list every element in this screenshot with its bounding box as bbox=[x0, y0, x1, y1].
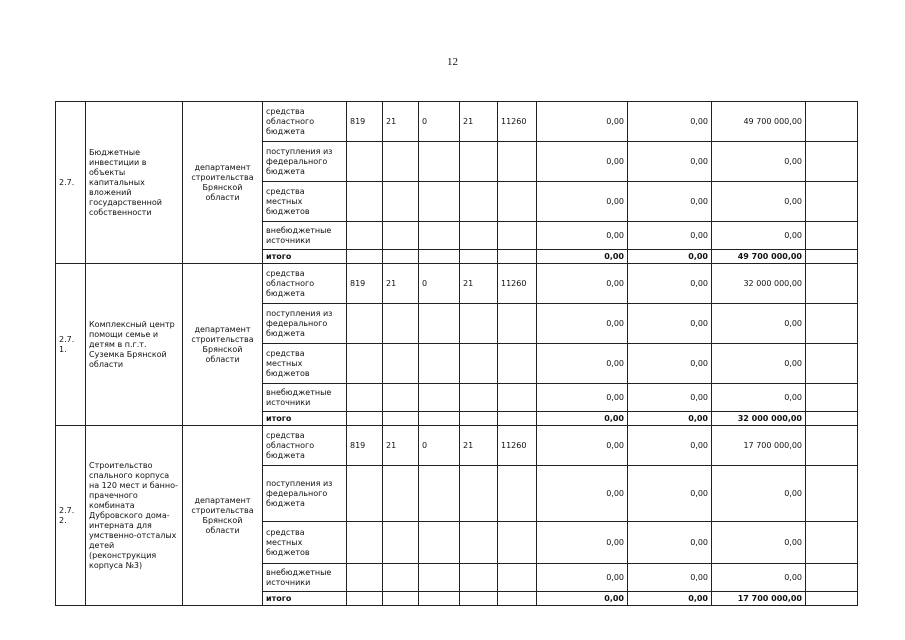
executor: департамент строительства Брянской области bbox=[183, 426, 263, 606]
code-pr bbox=[419, 142, 460, 182]
empty-cell bbox=[806, 250, 858, 264]
code-rz bbox=[383, 304, 419, 344]
page-number: 12 bbox=[447, 56, 458, 68]
code-vr bbox=[498, 222, 537, 250]
amount-year-2: 0,00 bbox=[628, 222, 712, 250]
empty-cell bbox=[806, 466, 858, 522]
code-vr bbox=[498, 412, 537, 426]
code-rz bbox=[383, 564, 419, 592]
empty-cell bbox=[806, 384, 858, 412]
amount-year-3: 17 700 000,00 bbox=[712, 592, 806, 606]
code-pr bbox=[419, 592, 460, 606]
code-pr bbox=[419, 384, 460, 412]
code-pr bbox=[419, 344, 460, 384]
empty-cell bbox=[806, 102, 858, 142]
code-csr bbox=[460, 522, 498, 564]
item-name: Бюджетные инвестиции в объекты капитальных вложений государственной собственности bbox=[86, 102, 183, 264]
amount-year-3: 0,00 bbox=[712, 466, 806, 522]
empty-cell bbox=[806, 564, 858, 592]
empty-cell bbox=[806, 426, 858, 466]
amount-year-2: 0,00 bbox=[628, 344, 712, 384]
code-vr bbox=[498, 522, 537, 564]
amount-year-3: 0,00 bbox=[712, 222, 806, 250]
amount-year-2: 0,00 bbox=[628, 182, 712, 222]
code-grbs bbox=[347, 466, 383, 522]
amount-year-1: 0,00 bbox=[537, 222, 628, 250]
code-rz bbox=[383, 222, 419, 250]
code-vr bbox=[498, 142, 537, 182]
amount-year-3: 0,00 bbox=[712, 344, 806, 384]
amount-year-1: 0,00 bbox=[537, 592, 628, 606]
code-rz bbox=[383, 344, 419, 384]
code-grbs bbox=[347, 304, 383, 344]
funding-source: итого bbox=[263, 412, 347, 426]
code-vr bbox=[498, 564, 537, 592]
code-pr bbox=[419, 304, 460, 344]
item-index: 2.7. 2. bbox=[56, 426, 86, 606]
code-csr: 21 bbox=[460, 264, 498, 304]
code-rz bbox=[383, 412, 419, 426]
code-vr bbox=[498, 384, 537, 412]
code-grbs bbox=[347, 344, 383, 384]
amount-year-1: 0,00 bbox=[537, 304, 628, 344]
code-vr bbox=[498, 344, 537, 384]
amount-year-2: 0,00 bbox=[628, 466, 712, 522]
item-name: Комплексный центр помощи семье и детям в п.г.т. Суземка Брянской области bbox=[86, 264, 183, 426]
code-grbs bbox=[347, 222, 383, 250]
amount-year-2: 0,00 bbox=[628, 522, 712, 564]
amount-year-2: 0,00 bbox=[628, 564, 712, 592]
amount-year-1: 0,00 bbox=[537, 102, 628, 142]
funding-source: внебюджетные источники bbox=[263, 384, 347, 412]
code-csr bbox=[460, 592, 498, 606]
code-rz bbox=[383, 384, 419, 412]
code-rz bbox=[383, 592, 419, 606]
funding-source: средства местных бюджетов bbox=[263, 182, 347, 222]
code-vr bbox=[498, 466, 537, 522]
code-grbs bbox=[347, 522, 383, 564]
code-vr bbox=[498, 592, 537, 606]
empty-cell bbox=[806, 412, 858, 426]
amount-year-1: 0,00 bbox=[537, 564, 628, 592]
amount-year-1: 0,00 bbox=[537, 250, 628, 264]
amount-year-2: 0,00 bbox=[628, 304, 712, 344]
code-vr bbox=[498, 182, 537, 222]
code-grbs: 819 bbox=[347, 264, 383, 304]
amount-year-1: 0,00 bbox=[537, 142, 628, 182]
code-csr: 21 bbox=[460, 102, 498, 142]
empty-cell bbox=[806, 222, 858, 250]
code-csr: 21 bbox=[460, 426, 498, 466]
code-csr bbox=[460, 250, 498, 264]
code-grbs bbox=[347, 564, 383, 592]
code-pr bbox=[419, 222, 460, 250]
amount-year-2: 0,00 bbox=[628, 412, 712, 426]
code-pr: 0 bbox=[419, 264, 460, 304]
code-csr bbox=[460, 466, 498, 522]
funding-source: внебюджетные источники bbox=[263, 564, 347, 592]
code-rz: 21 bbox=[383, 264, 419, 304]
code-csr bbox=[460, 412, 498, 426]
code-rz: 21 bbox=[383, 102, 419, 142]
amount-year-3: 49 700 000,00 bbox=[712, 250, 806, 264]
executor: департамент строительства Брянской области bbox=[183, 264, 263, 426]
amount-year-3: 0,00 bbox=[712, 304, 806, 344]
code-pr bbox=[419, 522, 460, 564]
funding-source: средства областного бюджета bbox=[263, 102, 347, 142]
funding-source: поступления из федерального бюджета bbox=[263, 142, 347, 182]
code-csr bbox=[460, 564, 498, 592]
funding-source: внебюджетные источники bbox=[263, 222, 347, 250]
amount-year-3: 17 700 000,00 bbox=[712, 426, 806, 466]
code-vr: 11260 bbox=[498, 264, 537, 304]
code-pr bbox=[419, 466, 460, 522]
amount-year-2: 0,00 bbox=[628, 384, 712, 412]
code-rz bbox=[383, 182, 419, 222]
amount-year-2: 0,00 bbox=[628, 426, 712, 466]
code-grbs bbox=[347, 592, 383, 606]
amount-year-1: 0,00 bbox=[537, 182, 628, 222]
empty-cell bbox=[806, 264, 858, 304]
funding-source: итого bbox=[263, 592, 347, 606]
amount-year-2: 0,00 bbox=[628, 142, 712, 182]
amount-year-3: 0,00 bbox=[712, 384, 806, 412]
code-csr bbox=[460, 182, 498, 222]
code-pr bbox=[419, 412, 460, 426]
amount-year-3: 0,00 bbox=[712, 522, 806, 564]
code-grbs bbox=[347, 250, 383, 264]
amount-year-3: 0,00 bbox=[712, 182, 806, 222]
amount-year-3: 0,00 bbox=[712, 564, 806, 592]
code-grbs bbox=[347, 384, 383, 412]
funding-source: итого bbox=[263, 250, 347, 264]
code-pr bbox=[419, 250, 460, 264]
code-pr bbox=[419, 564, 460, 592]
amount-year-3: 32 000 000,00 bbox=[712, 264, 806, 304]
code-vr: 11260 bbox=[498, 426, 537, 466]
amount-year-1: 0,00 bbox=[537, 384, 628, 412]
amount-year-1: 0,00 bbox=[537, 426, 628, 466]
table-row bbox=[56, 102, 858, 142]
funding-source: средства областного бюджета bbox=[263, 264, 347, 304]
executor: департамент строительства Брянской области bbox=[183, 102, 263, 264]
code-csr bbox=[460, 142, 498, 182]
item-index: 2.7. 1. bbox=[56, 264, 86, 426]
code-pr bbox=[419, 182, 460, 222]
code-csr bbox=[460, 304, 498, 344]
budget-table-body bbox=[56, 102, 858, 606]
funding-source: средства местных бюджетов bbox=[263, 344, 347, 384]
code-pr: 0 bbox=[419, 102, 460, 142]
amount-year-3: 32 000 000,00 bbox=[712, 412, 806, 426]
code-grbs: 819 bbox=[347, 102, 383, 142]
table-row bbox=[56, 264, 858, 304]
amount-year-1: 0,00 bbox=[537, 264, 628, 304]
code-rz bbox=[383, 142, 419, 182]
code-rz: 21 bbox=[383, 426, 419, 466]
code-csr bbox=[460, 384, 498, 412]
code-rz bbox=[383, 250, 419, 264]
amount-year-2: 0,00 bbox=[628, 102, 712, 142]
code-grbs: 819 bbox=[347, 426, 383, 466]
code-vr bbox=[498, 250, 537, 264]
funding-source: средства областного бюджета bbox=[263, 426, 347, 466]
funding-source: поступления из федерального бюджета bbox=[263, 466, 347, 522]
table-row bbox=[56, 426, 858, 466]
code-csr bbox=[460, 222, 498, 250]
amount-year-3: 49 700 000,00 bbox=[712, 102, 806, 142]
funding-source: средства местных бюджетов bbox=[263, 522, 347, 564]
empty-cell bbox=[806, 142, 858, 182]
code-grbs bbox=[347, 142, 383, 182]
code-csr bbox=[460, 344, 498, 384]
empty-cell bbox=[806, 592, 858, 606]
empty-cell bbox=[806, 182, 858, 222]
amount-year-2: 0,00 bbox=[628, 264, 712, 304]
code-grbs bbox=[347, 182, 383, 222]
empty-cell bbox=[806, 522, 858, 564]
code-rz bbox=[383, 466, 419, 522]
code-pr: 0 bbox=[419, 426, 460, 466]
item-name: Строительство спального корпуса на 120 мест и банно-прачечного комбината Дубровского дома-интерната для умственно-отсталых детей (реконструкция корпуса №3) bbox=[86, 426, 183, 606]
budget-table bbox=[55, 101, 858, 606]
amount-year-2: 0,00 bbox=[628, 250, 712, 264]
code-grbs bbox=[347, 412, 383, 426]
amount-year-1: 0,00 bbox=[537, 466, 628, 522]
empty-cell bbox=[806, 344, 858, 384]
amount-year-2: 0,00 bbox=[628, 592, 712, 606]
code-vr: 11260 bbox=[498, 102, 537, 142]
amount-year-1: 0,00 bbox=[537, 412, 628, 426]
code-vr bbox=[498, 304, 537, 344]
amount-year-3: 0,00 bbox=[712, 142, 806, 182]
item-index: 2.7. bbox=[56, 102, 86, 264]
amount-year-1: 0,00 bbox=[537, 522, 628, 564]
funding-source: поступления из федерального бюджета bbox=[263, 304, 347, 344]
amount-year-1: 0,00 bbox=[537, 344, 628, 384]
empty-cell bbox=[806, 304, 858, 344]
code-rz bbox=[383, 522, 419, 564]
